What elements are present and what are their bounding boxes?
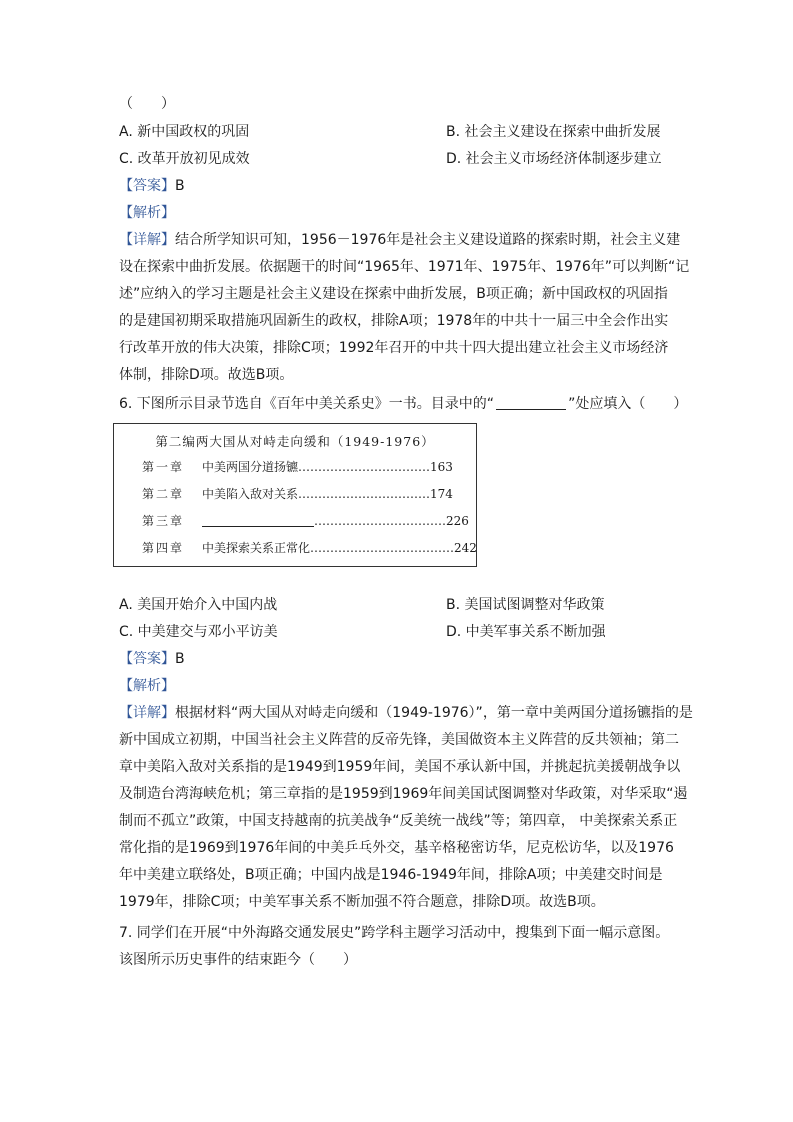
answer-label: 【答案】	[119, 651, 175, 667]
detail-line: 新中国成立初期，中国当社会主义阵营的反帝先锋，美国做资本主义阵营的反共领袖；第二	[119, 732, 679, 748]
detail-line: 【详解】根据材料“两大国从对峙走向缓和（1949-1976）”，第一章中美两国分道扬镳指的是	[119, 705, 693, 721]
answer-value: B	[175, 178, 185, 194]
toc-figure	[113, 423, 477, 567]
detail-line: 的是建国初期采取措施巩固新生的政权，排除A项；1978年的中共十一届三中全会作出实	[119, 313, 669, 329]
detail-line: 常化指的是1969到1976年间的中美乒乓外交，基辛格秘密访华，尼克松访华，以及1976	[119, 840, 674, 856]
q5-stem-end: （ ）	[119, 96, 175, 112]
detail-line: 制而不孤立”政策，中国支持越南的抗美战争“反美统一战线”等；第四章， 中美探索关系正	[119, 813, 678, 829]
toc-row: 第四章 中美探索关系正常化………………………………242	[142, 541, 477, 555]
q6-detail	[119, 700, 693, 916]
detail-line: 年中美建立联络处，B项正确；中国内战是1946-1949年间，排除A项；中美建交时间是	[119, 867, 663, 883]
q5-option-b: B. 社会主义建设在探索中曲折发展	[446, 124, 661, 140]
q5-option-d: D. 社会主义市场经济体制逐步建立	[446, 151, 662, 167]
q6-answer	[119, 650, 185, 668]
detail-line: 行改革开放的伟大决策，排除C项；1992年召开的中共十四大提出建立社会主义市场经济	[119, 340, 669, 356]
detail-label: 【详解】	[119, 232, 175, 248]
detail-line: 体制，排除D项。故选B项。	[119, 367, 294, 383]
q6-option-d: D. 中美军事关系不断加强	[446, 624, 606, 640]
q5-option-a: A. 新中国政权的巩固	[119, 124, 250, 140]
q7-line: 该图所示历史事件的结束距今（ ）	[119, 952, 357, 968]
toc-blank	[202, 514, 314, 527]
q5-analysis-label: 【解析】	[119, 205, 175, 221]
detail-line: 述”应纳入的学习主题是社会主义建设在探索中曲折发展，B项正确；新中国政权的巩固指	[119, 286, 668, 302]
q6-stem	[119, 395, 687, 413]
q6-stem-before: 6. 下图所示目录节选自《百年中美关系史》一书。目录中的“	[119, 396, 495, 412]
detail-line: 1979年，排除C项；中美军事关系不断加强不符合题意，排除D项。故选B项。	[119, 894, 605, 910]
toc-title: 第二编两大国从对峙走向缓和（1949-1976）	[155, 434, 435, 449]
detail-label: 【详解】	[119, 705, 175, 721]
detail-line: 章中美陷入敌对关系指的是1949到1959年间，美国不承认新中国，并挑起抗美援朝战争以	[119, 759, 681, 775]
toc-row: 第一章 中美两国分道扬镳……………………………163	[142, 460, 453, 474]
q6-option-c: C. 中美建交与邓小平访美	[119, 624, 278, 640]
q7-line: 7. 同学们在开展“中外海路交通发展史”跨学科主题学习活动中，搜集到下面一幅示意图。	[119, 925, 670, 941]
q5-option-c: C. 改革开放初见成效	[119, 151, 250, 167]
answer-label: 【答案】	[119, 178, 175, 194]
toc-row: 第二章 中美陷入敌对关系……………………………174	[142, 487, 453, 501]
detail-line: 设在探索中曲折发展。依据题干的时间“1965年、1971年、1975年、1976年”可以判断“记	[119, 259, 690, 275]
q5-detail	[119, 227, 690, 389]
q6-stem-after: ”处应填入（ ）	[568, 396, 688, 412]
q6-option-a: A. 美国开始介入中国内战	[119, 597, 278, 613]
q5-answer	[119, 177, 185, 195]
toc-row: 第三章 ……………………………226	[142, 514, 469, 528]
q6-analysis-label: 【解析】	[119, 678, 175, 694]
detail-line: 【详解】结合所学知识可知，1956－1976年是社会主义建设道路的探索时期，社会主义建	[119, 232, 681, 248]
answer-blank	[496, 396, 566, 410]
detail-line: 及制造台湾海峡危机；第三章指的是1959到1969年间美国试图调整对华政策，对华采取“遏	[119, 786, 688, 802]
q6-option-b: B. 美国试图调整对华政策	[446, 597, 605, 613]
answer-value: B	[175, 651, 185, 667]
q7-stem	[119, 920, 675, 974]
